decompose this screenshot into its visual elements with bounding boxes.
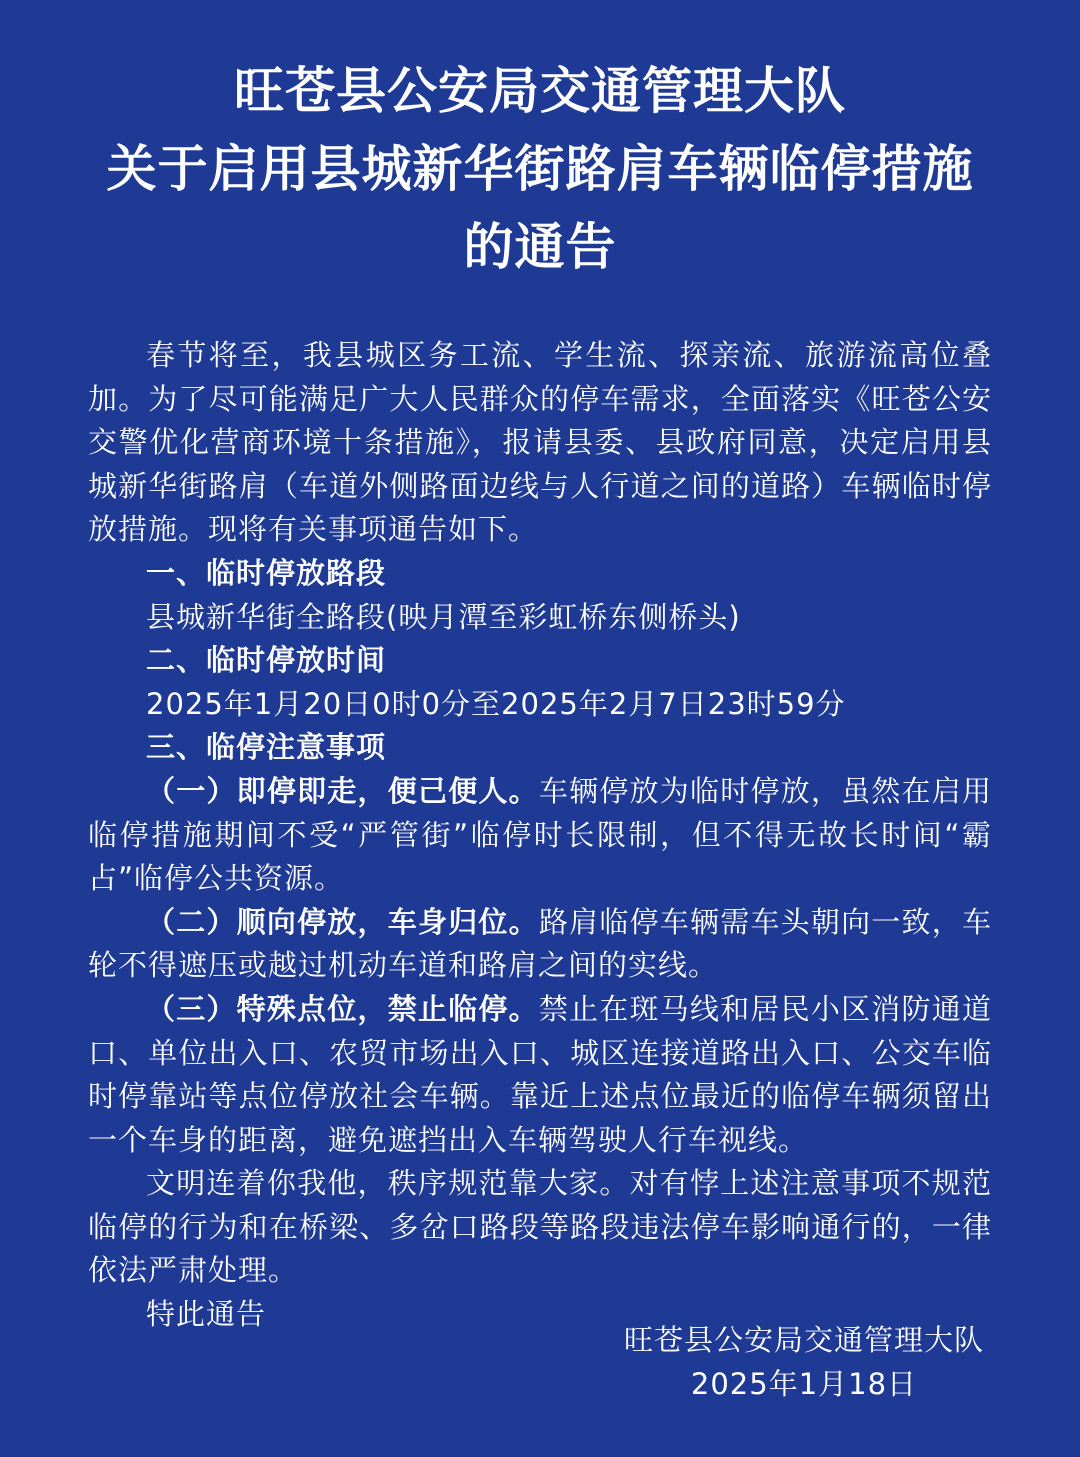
- item-3-text: 禁止在斑马线和居民小区消防通道口、单位出入口、农贸市场出入口、城区连接道路出入口、公交车临时停靠站等点位停放社会车辆。靠近上述点位最近的临停车辆须留出一个车身的距离，避免遮挡出入车辆驾驶人行车视线。: [88, 991, 992, 1157]
- signature-org: 旺苍县公安局交通管理大队: [623, 1323, 984, 1357]
- section-1-content: 县城新华街全路段(映月潭至彩虹桥东侧桥头): [146, 599, 741, 634]
- section-3-heading: 三、临停注意事项: [146, 730, 387, 765]
- section-2-content: 2025年1月20日0时0分至2025年2月7日23时59分: [146, 686, 846, 721]
- item-2-lead: （二）顺向停放，车身归位。: [146, 904, 539, 939]
- title-line-2: 关于启用县城新华街路肩车辆临停措施的通告: [106, 139, 974, 276]
- section-3-item-3: [88, 988, 992, 1162]
- notice-body: [88, 334, 992, 1337]
- title-line-1: 旺苍县公安局交通管理大队: [234, 61, 846, 120]
- item-3-lead: （三）特殊点位，禁止临停。: [146, 991, 539, 1026]
- signature-block: [624, 1318, 984, 1406]
- item-1-lead: （一）即停即走，便己便人。: [146, 773, 539, 808]
- intro-paragraph: 春节将至，我县城区务工流、学生流、探亲流、旅游流高位叠加。为了尽可能满足广大人民群众的停车需求，全面落实《旺苍公安交警优化营商环境十条措施》，报请县委、县政府同意，决定启用县城新华街路肩（车道外侧路面边线与人行道之间的道路）车辆临时停放措施。现将有关事项通告如下。: [88, 338, 992, 547]
- section-3-item-2: [88, 901, 992, 988]
- section-1-heading: 一、临时停放路段: [146, 555, 387, 590]
- item-1-text: 车辆停放为临时停放，虽然在启用临停措施期间不受“严管街”临停时长限制，但不得无故长时间“霸占”临停公共资源。: [88, 773, 992, 896]
- signature-date: 2025年1月18日: [690, 1367, 918, 1401]
- section-2-heading: 二、临时停放时间: [146, 643, 387, 678]
- section-3-item-1: [88, 770, 992, 901]
- notice-title: [88, 52, 992, 286]
- item-2-text: 路肩临停车辆需车头朝向一致，车轮不得遮压或越过机动车道和路肩之间的实线。: [88, 904, 992, 983]
- closing-paragraph: 文明连着你我他，秩序规范靠大家。对有悖上述注意事项不规范临停的行为和在桥梁、多岔口路段等路段违法停车影响通行的，一律依法严肃处理。: [88, 1166, 992, 1288]
- closing-note: 特此通告: [146, 1297, 267, 1332]
